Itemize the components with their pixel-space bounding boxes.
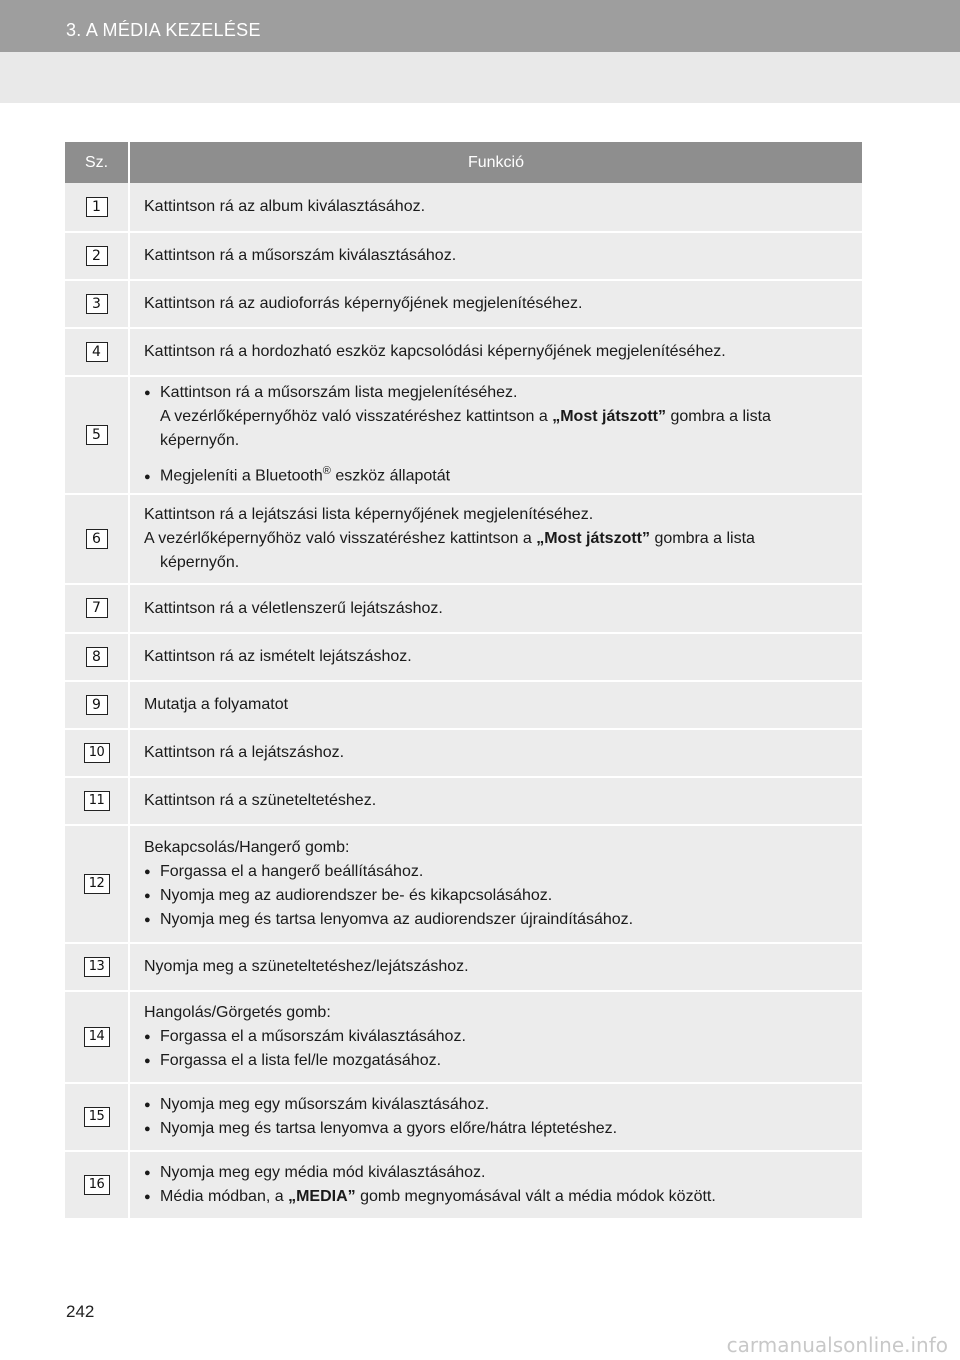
row-function-cell — [129, 1083, 862, 1151]
line-text: Nyomja meg és tartsa lenyomva az audiorendszer újraindításához. — [160, 911, 634, 928]
text-line — [144, 1001, 848, 1025]
table-row — [65, 943, 862, 991]
line-text: Kattintson rá a lejátszási lista képernyőjének megjelenítéséhez. — [144, 506, 594, 523]
bullet-dot: ● — [144, 387, 151, 400]
text-line — [144, 340, 848, 364]
line-text: gombra a lista — [650, 530, 755, 547]
bullet-item — [144, 1049, 848, 1073]
table-row — [65, 376, 862, 494]
line-text: Kattintson rá a műsorszám kiválasztásához. — [144, 247, 457, 264]
row-number-cell — [65, 991, 129, 1083]
number-badge: 15 — [84, 1107, 110, 1127]
row-number-cell — [65, 633, 129, 681]
bullet-item — [144, 1093, 848, 1117]
table-row — [65, 584, 862, 633]
row-function-cell — [129, 376, 862, 494]
line-text: Forgassa el a műsorszám kiválasztásához. — [160, 1028, 466, 1045]
page-number: 242 — [66, 1302, 95, 1321]
table-row — [65, 183, 862, 232]
line-text: Kattintson rá az album kiválasztásához. — [144, 198, 426, 215]
row-function-cell — [129, 1151, 862, 1219]
bullet-dot: ● — [144, 1055, 151, 1067]
table-row — [65, 1083, 862, 1151]
number-badge: 10 — [84, 743, 110, 763]
number-badge: 5 — [86, 425, 108, 445]
line-text: Kattintson rá az audioforrás képernyőjének megjelenítéséhez. — [144, 295, 583, 312]
text-line — [144, 597, 848, 621]
row-function-cell — [129, 777, 862, 825]
row-function-cell — [129, 943, 862, 991]
row-function-cell — [129, 729, 862, 777]
table-row — [65, 991, 862, 1083]
table-header-row — [65, 142, 862, 183]
number-badge: 8 — [86, 647, 108, 667]
bullet-item — [144, 1161, 848, 1185]
line-text: képernyőn. — [160, 554, 240, 571]
line-text: Forgassa el a hangerő beállításához. — [160, 863, 424, 880]
line-text: Forgassa el a lista fel/le mozgatásához. — [160, 1052, 442, 1069]
section-title: 3. A MÉDIA KEZELÉSE — [66, 20, 261, 40]
text-line — [144, 244, 848, 268]
row-function-cell — [129, 232, 862, 280]
row-function-cell — [129, 584, 862, 633]
row-function-cell — [129, 183, 862, 232]
line-text: Kattintson rá a szüneteltetéshez. — [144, 792, 377, 809]
row-number-cell — [65, 943, 129, 991]
line-text: Bekapcsolás/Hangerő gomb: — [144, 839, 350, 856]
text-line — [144, 551, 848, 575]
row-number-cell — [65, 1151, 129, 1219]
bullet-item — [144, 381, 848, 405]
registered-mark: ® — [322, 465, 331, 478]
row-function-cell — [129, 825, 862, 943]
number-badge: 12 — [84, 874, 110, 894]
table-row — [65, 633, 862, 681]
line-text: Kattintson rá a hordozható eszköz kapcsolódási képernyőjének megjelenítéséhez. — [144, 343, 726, 360]
row-number-cell — [65, 729, 129, 777]
line-text: gomb megnyomásával vált a média módok között. — [355, 1188, 716, 1205]
bullet-item — [144, 860, 848, 884]
row-number-cell — [65, 681, 129, 729]
table-row — [65, 777, 862, 825]
bullet-item — [144, 459, 848, 488]
bullet-dot: ● — [144, 1031, 151, 1043]
line-text: A vezérlőképernyőhöz való visszatéréshez kattintson a — [144, 530, 537, 547]
number-badge: 1 — [86, 197, 108, 217]
text-line — [144, 741, 848, 765]
line-text: eszköz állapotát — [330, 467, 451, 485]
row-function-cell — [129, 633, 862, 681]
table-row — [65, 494, 862, 584]
number-badge: 4 — [86, 342, 108, 362]
text-line — [144, 527, 848, 551]
bullet-item — [144, 1185, 848, 1209]
table-row — [65, 681, 862, 729]
text-line — [144, 195, 848, 219]
row-number-cell — [65, 1083, 129, 1151]
number-badge: 9 — [86, 695, 108, 715]
table-row — [65, 280, 862, 328]
bullet-dot: ● — [144, 1099, 151, 1111]
bullet-dot: ● — [144, 1191, 151, 1203]
number-badge: 3 — [86, 294, 108, 314]
function-table — [65, 142, 862, 1220]
bullet-dot: ● — [144, 470, 151, 483]
bullet-dot: ● — [144, 914, 151, 926]
row-number-cell — [65, 825, 129, 943]
number-badge: 6 — [86, 529, 108, 549]
line-text: Nyomja meg a szüneteltetéshez/lejátszáshoz. — [144, 958, 469, 975]
bullet-item — [144, 1025, 848, 1049]
line-text: Nyomja meg egy műsorszám kiválasztásához. — [160, 1096, 490, 1113]
number-badge: 2 — [86, 246, 108, 266]
table-body — [65, 183, 862, 1219]
row-function-cell — [129, 328, 862, 376]
bullet-dot: ● — [144, 866, 151, 878]
table-row — [65, 729, 862, 777]
text-line — [144, 836, 848, 860]
row-number-cell — [65, 494, 129, 584]
table-row — [65, 232, 862, 280]
text-line — [144, 405, 848, 453]
line-text: Kattintson rá a lejátszáshoz. — [144, 744, 345, 761]
line-text: Kattintson rá a műsorszám lista megjelenítéséhez. — [160, 384, 518, 402]
button-name-reference: „Most játszott” — [536, 530, 650, 547]
row-number-cell — [65, 183, 129, 232]
watermark: carmanualsonline.info — [726, 1333, 948, 1357]
text-line — [144, 693, 848, 717]
text-line — [144, 503, 848, 527]
bullet-item — [144, 884, 848, 908]
table-row — [65, 328, 862, 376]
button-name-reference: „MEDIA” — [288, 1188, 356, 1205]
bullet-dot: ● — [144, 1167, 151, 1179]
number-badge: 14 — [84, 1027, 110, 1047]
line-text: Média módban, a — [160, 1188, 289, 1205]
bullet-dot: ● — [144, 890, 151, 902]
row-function-cell — [129, 494, 862, 584]
line-text: Nyomja meg egy média mód kiválasztásához. — [160, 1164, 486, 1181]
row-function-cell — [129, 991, 862, 1083]
number-badge: 16 — [84, 1175, 110, 1195]
text-line — [144, 955, 848, 979]
row-function-cell — [129, 681, 862, 729]
number-badge: 13 — [84, 957, 110, 977]
bullet-item — [144, 908, 848, 932]
row-number-cell — [65, 584, 129, 633]
line-text: Nyomja meg és tartsa lenyomva a gyors előre/hátra léptetéshez. — [160, 1120, 618, 1137]
text-line — [144, 645, 848, 669]
line-text: Hangolás/Görgetés gomb: — [144, 1004, 331, 1021]
header-sub-band — [0, 52, 960, 103]
bullet-dot: ● — [144, 1123, 151, 1135]
number-badge: 11 — [84, 791, 110, 811]
line-text: Nyomja meg az audiorendszer be- és kikapcsolásához. — [160, 887, 553, 904]
line-text: A vezérlőképernyőhöz való visszatéréshez kattintson a — [160, 408, 553, 426]
line-text: gombra a lista képernyőn. — [160, 408, 771, 450]
line-text: Megjeleníti a Bluetooth — [160, 467, 323, 485]
line-text: Mutatja a folyamatot — [144, 696, 289, 713]
text-line — [144, 789, 848, 813]
bullet-item — [144, 1117, 848, 1141]
column-header-number: Sz. — [65, 142, 129, 183]
table-row — [65, 1151, 862, 1219]
header-bar — [0, 0, 960, 52]
row-number-cell — [65, 376, 129, 494]
text-line — [144, 292, 848, 316]
column-header-function: Funkció — [129, 142, 862, 183]
row-function-cell — [129, 280, 862, 328]
line-text: Kattintson rá a véletlenszerű lejátszáshoz. — [144, 599, 443, 617]
row-number-cell — [65, 280, 129, 328]
row-number-cell — [65, 777, 129, 825]
row-number-cell — [65, 328, 129, 376]
number-badge: 7 — [86, 598, 108, 618]
button-name-reference: „Most játszott” — [552, 408, 666, 426]
line-text: Kattintson rá az ismételt lejátszáshoz. — [144, 648, 412, 665]
table-row — [65, 825, 862, 943]
row-number-cell — [65, 232, 129, 280]
